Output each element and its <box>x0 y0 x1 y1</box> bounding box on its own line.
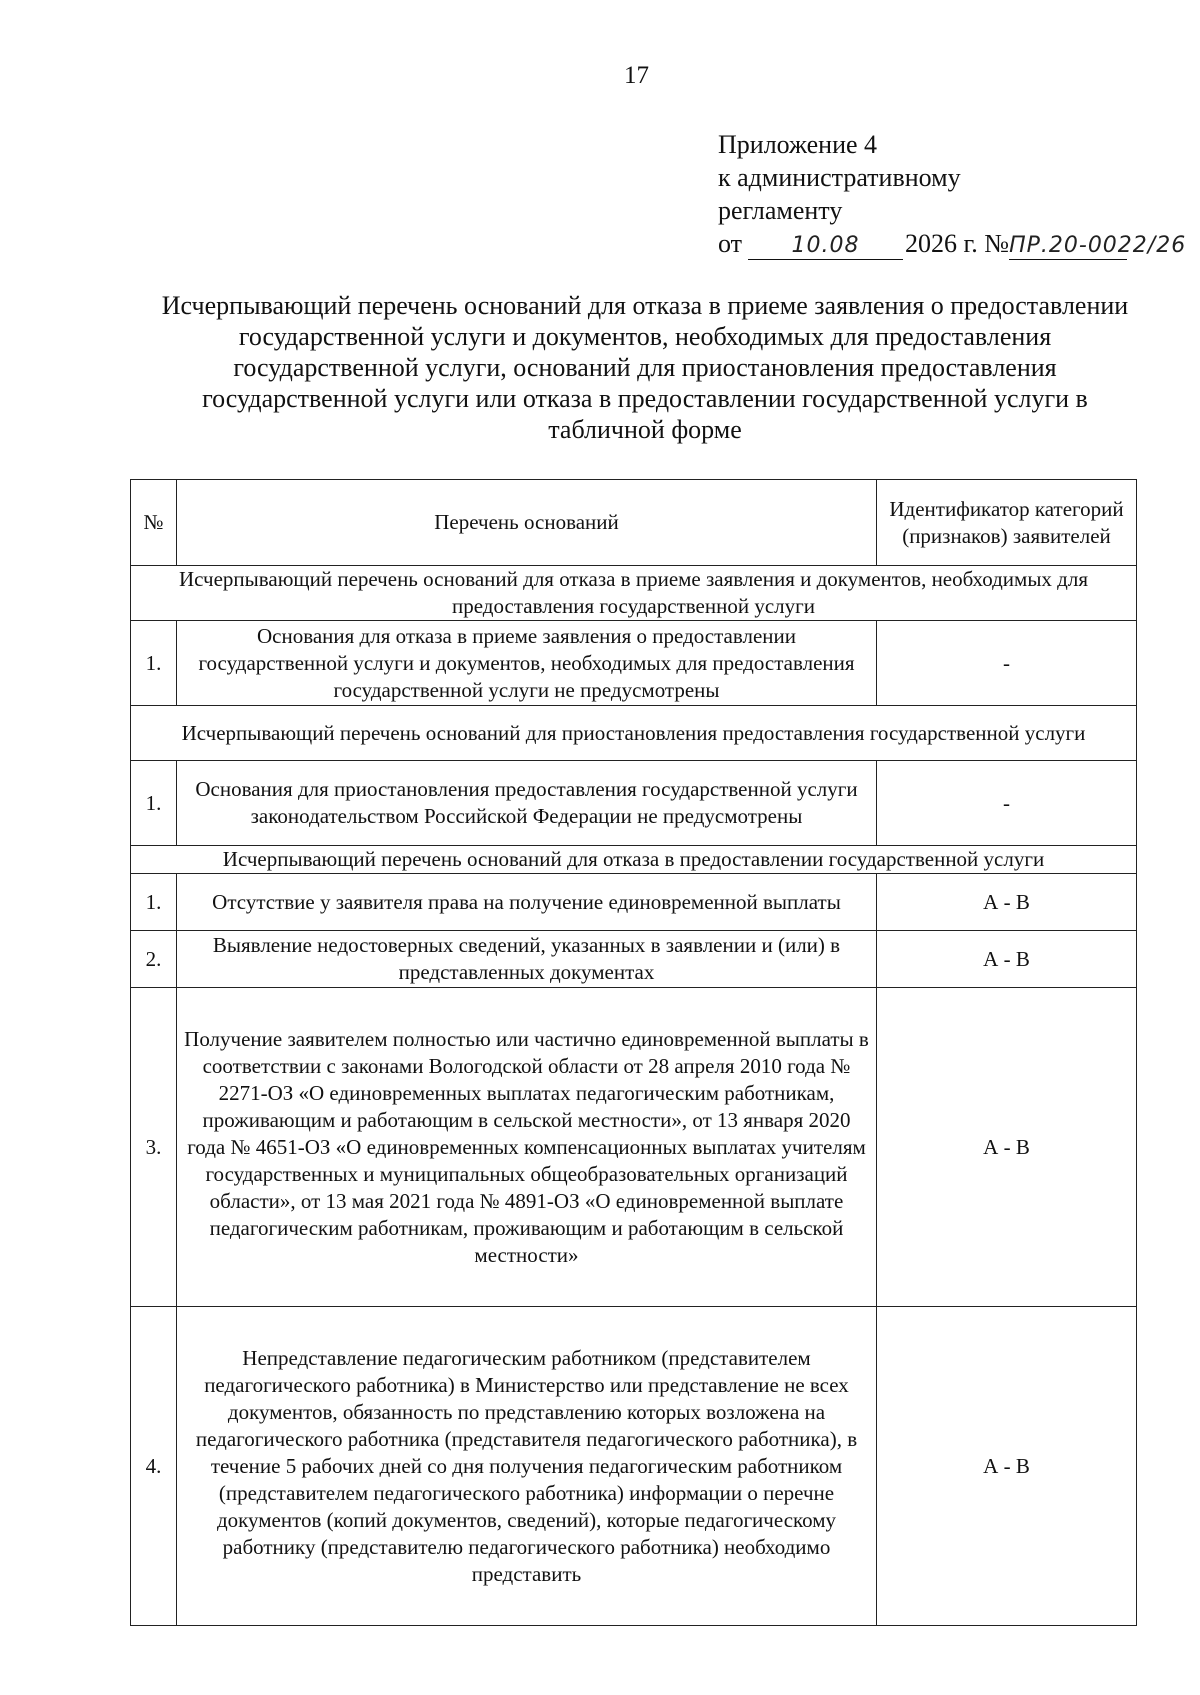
grounds-table <box>130 479 1137 1626</box>
table-header-row <box>131 480 1137 566</box>
section-title: Исчерпывающий перечень оснований для приостановления предоставления государственной услуги <box>131 706 1137 761</box>
appendix-line-1: Приложение 4 <box>718 130 878 159</box>
table-row <box>131 621 1137 706</box>
row-text: Выявление недостоверных сведений, указанных в заявлении и (или) в представленных документах <box>177 931 877 988</box>
row-number: 1. <box>131 761 177 846</box>
header-grounds: Перечень оснований <box>177 480 877 566</box>
row-number: 3. <box>131 988 177 1307</box>
row-number: 4. <box>131 1307 177 1626</box>
row-identifier: А - В <box>877 931 1137 988</box>
document-title: Исчерпывающий перечень оснований для отказа в приеме заявления о предоставлении государственной услуги и документов, необходимых для предоставления государственной услуги, оснований для приостановления предоставления государственной услуги или отказа в предоставлении государственной услуги в табличной форме <box>161 291 1129 444</box>
row-text: Отсутствие у заявителя права на получение единовременной выплаты <box>177 874 877 931</box>
row-identifier: А - В <box>877 874 1137 931</box>
page-number: 17 <box>624 62 649 89</box>
date-field <box>748 231 903 260</box>
year-label: 2026 г. № <box>905 229 1010 258</box>
row-number: 1. <box>131 874 177 931</box>
row-identifier: А - В <box>877 1307 1137 1626</box>
appendix-block <box>718 128 1187 260</box>
row-number: 2. <box>131 931 177 988</box>
row-text: Непредставление педагогическим работником (представителем педагогического работника) в Министерство или представление не всех документов, обязанность по представлению которых возложена на педагогического работника (представителя педагогического работника), в течение 5 рабочих дней со дня получения педагогическим работником (представителем педагогического работника) информации о перечне документов (копий документов, сведений), которые педагогическому работнику (представителю педагогического работника) необходимо представить <box>177 1307 877 1626</box>
from-label: от <box>718 229 743 258</box>
section-title: Исчерпывающий перечень оснований для отказа в предоставлении государственной услуги <box>131 846 1137 874</box>
row-number: 1. <box>131 621 177 706</box>
number-field <box>1009 231 1187 260</box>
row-text: Основания для отказа в приеме заявления о предоставлении государственной услуги и документов, необходимых для предоставления государственной услуги не предусмотрены <box>177 621 877 706</box>
handwritten-number: ПР.20-0022/26 <box>1009 233 1187 258</box>
row-text: Получение заявителем полностью или частично единовременной выплаты в соответствии с законами Вологодской области от 28 апреля 2010 года № 2271-ОЗ «О единовременных выплатах педагогическим работникам, проживающим и работающим в сельской местности», от 13 января 2020 года № 4651-ОЗ «О единовременных компенсационных выплатах учителям государственных и муниципальных общеобразовательных организаций области», от 13 мая 2021 года № 4891-ОЗ «О единовременной выплате педагогическим работникам, проживающим и работающим в сельской местности» <box>177 988 877 1307</box>
row-identifier: - <box>877 761 1137 846</box>
appendix-date-line <box>718 227 1187 260</box>
section-row <box>131 706 1137 761</box>
section-row <box>131 566 1137 621</box>
row-identifier: - <box>877 621 1137 706</box>
appendix-line-3: регламенту <box>718 196 843 225</box>
table-row <box>131 931 1137 988</box>
section-row <box>131 846 1137 874</box>
header-num: № <box>131 480 177 566</box>
table-row <box>131 874 1137 931</box>
section-title: Исчерпывающий перечень оснований для отказа в приеме заявления и документов, необходимых для предоставления государственной услуги <box>131 566 1137 621</box>
handwritten-date: 10.08 <box>791 233 860 258</box>
table-row <box>131 1307 1137 1626</box>
row-identifier: А - В <box>877 988 1137 1307</box>
table-row <box>131 988 1137 1307</box>
table-row <box>131 761 1137 846</box>
appendix-line-2: к административному <box>718 163 961 192</box>
row-text: Основания для приостановления предоставления государственной услуги законодательством Российской Федерации не предусмотрены <box>177 761 877 846</box>
header-identifier: Идентификатор категорий (признаков) заявителей <box>877 480 1137 566</box>
